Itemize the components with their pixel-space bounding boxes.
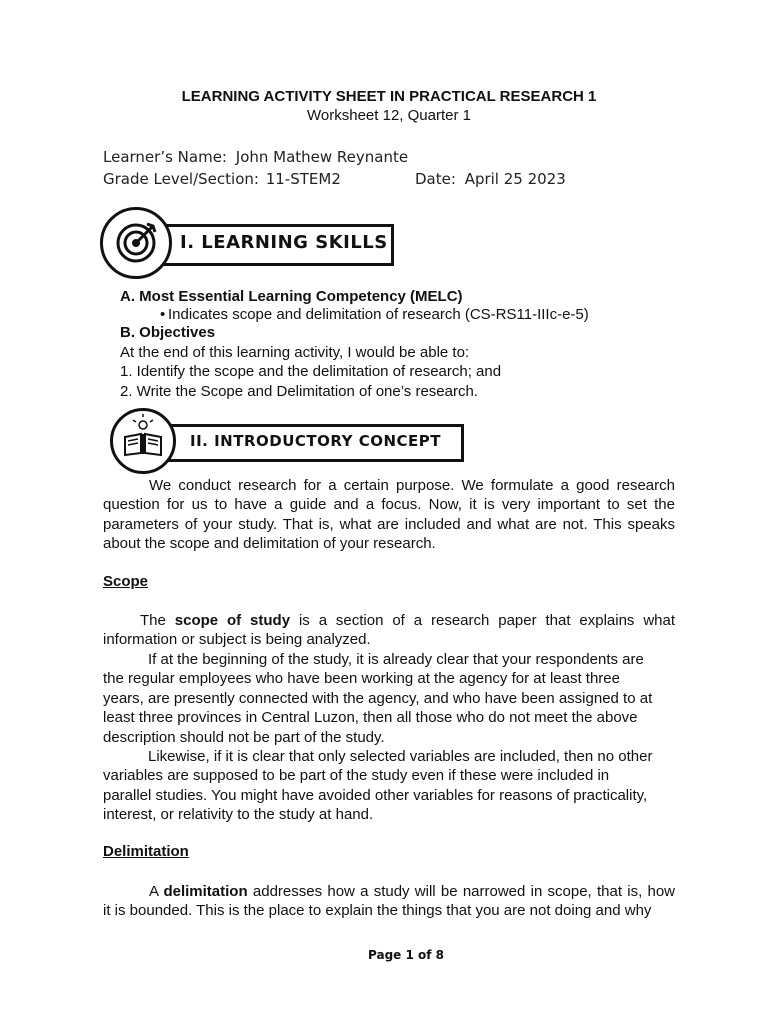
intro-line: question for us to have a guide and a focus. Now, it is very important to set the — [103, 496, 675, 513]
scope-p1-post: is a section of a research paper that explains what — [298, 612, 676, 629]
scope-p2-line: years, are presently connected with the agency, and who have been assigned to at — [103, 690, 653, 707]
scope-p2-line: the regular employees who have been working at the agency for at least three — [103, 670, 620, 687]
scope-p3-line: Likewise, if it is clear that only selected variables are included, then no other — [148, 748, 653, 765]
objectives-heading: B. Objectives — [120, 324, 216, 341]
grade-section-row — [103, 170, 341, 188]
objective-item: 1. Identify the scope and the delimitation of research; and — [120, 363, 502, 380]
target-icon-circle — [100, 207, 172, 279]
intro-line: We conduct research for a certain purpose. We formulate a good research — [149, 477, 675, 494]
delimitation-heading: Delimitation — [103, 843, 189, 860]
bullet-dot: • — [160, 306, 166, 323]
scope-p3-line: interest, or relativity to the study at hand. — [103, 806, 374, 823]
scope-p2-line: description should not be part of the study. — [103, 729, 385, 746]
delimitation-p1-pre: A — [149, 883, 159, 900]
scope-p1-pre: The — [140, 612, 166, 629]
page-number: Page 1 of 8 — [368, 948, 444, 962]
delimitation-p1-line — [103, 882, 675, 902]
scope-p1-line — [103, 611, 675, 631]
scope-term: scope of study — [174, 612, 291, 629]
grade-value: 11-STEM2 — [265, 170, 341, 188]
intro-line: about the scope and delimitation of your research. — [103, 535, 436, 552]
scope-p1-line: information or subject is being analyzed. — [103, 631, 371, 648]
worksheet-subtitle: Worksheet 12, Quarter 1 — [307, 107, 471, 124]
target-icon — [103, 210, 169, 276]
learner-name-value: John Mathew Reynante — [235, 148, 409, 166]
delimitation-term: delimitation — [163, 883, 248, 900]
document-title: LEARNING ACTIVITY SHEET IN PRACTICAL RESEARCH 1 — [181, 88, 597, 105]
scope-heading: Scope — [103, 573, 149, 590]
book-icon-circle — [110, 408, 176, 474]
date-row — [415, 170, 566, 188]
scope-p2-line: If at the beginning of the study, it is already clear that your respondents are — [148, 651, 644, 668]
intro-line: parameters of your study. That is, what are included and what are not. This speaks — [103, 516, 675, 533]
date-label: Date: — [415, 170, 456, 188]
melc-heading: A. Most Essential Learning Competency (MELC) — [120, 288, 463, 305]
introductory-concept-heading: II. INTRODUCTORY CONCEPT — [190, 432, 441, 450]
delimitation-p1-line: it is bounded. This is the place to explain the things that you are not doing and why — [103, 902, 652, 919]
grade-label: Grade Level/Section: — [103, 170, 259, 188]
book-lightbulb-icon — [113, 411, 173, 471]
scope-p3-line: variables are supposed to be part of the study even if these were included in — [103, 767, 610, 784]
objective-item: 2. Write the Scope and Delimitation of one’s research. — [120, 383, 478, 400]
scope-p3-line: parallel studies. You might have avoided other variables for reasons of practicality, — [103, 787, 648, 804]
learner-name-label: Learner’s Name: — [103, 148, 227, 166]
scope-p2-line: least three provinces in Central Luzon, then all those who do not meet the above — [103, 709, 638, 726]
delimitation-p1-post: addresses how a study will be narrowed in scope, that is, how — [252, 883, 676, 900]
learner-name-row — [103, 148, 408, 166]
melc-bullet-text: Indicates scope and delimitation of research (CS-RS11-IIIc-e-5) — [168, 306, 589, 323]
date-value: April 25 2023 — [464, 170, 566, 188]
learning-skills-heading: I. LEARNING SKILLS — [180, 232, 388, 253]
objectives-intro: At the end of this learning activity, I would be able to: — [120, 344, 470, 361]
